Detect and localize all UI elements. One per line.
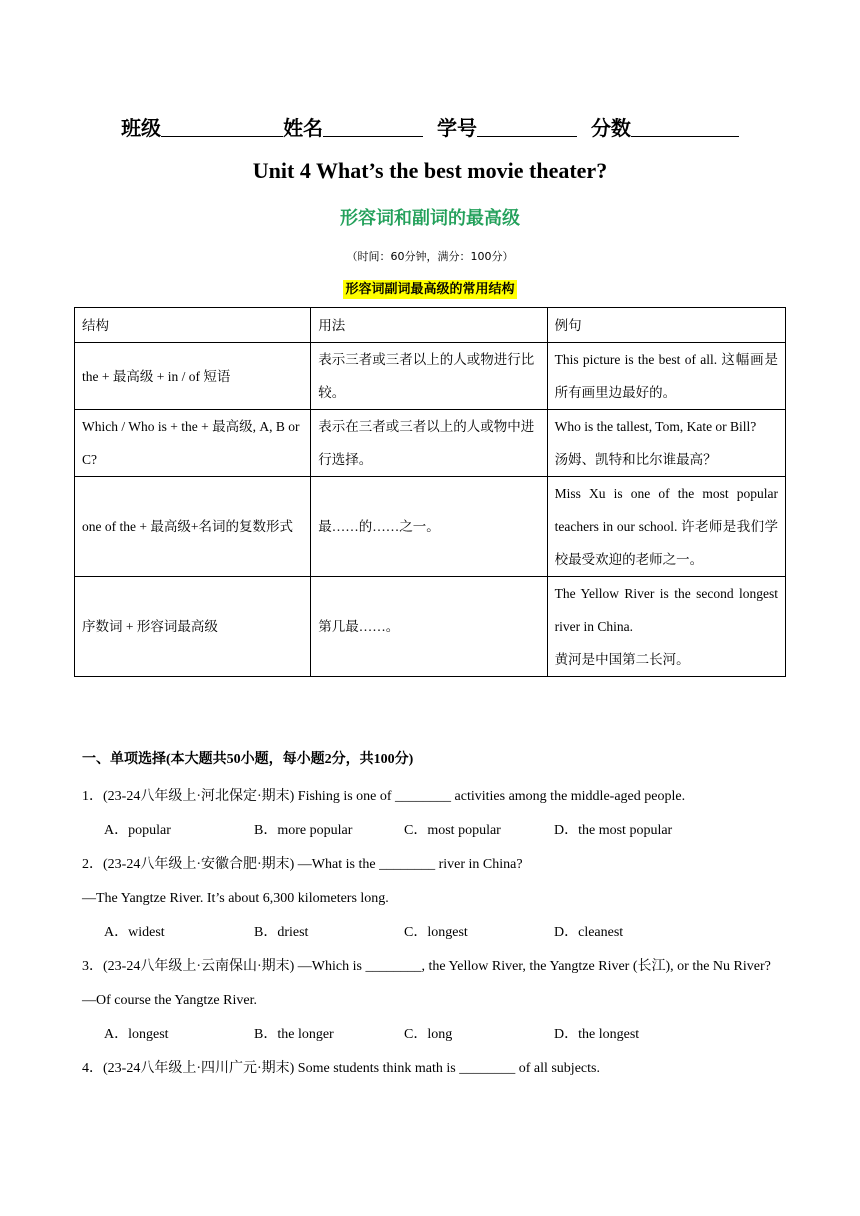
table-cell: 序数词 + 形容词最高级 bbox=[75, 577, 311, 677]
option-d: D．the longest bbox=[554, 1027, 640, 1042]
table-row bbox=[75, 477, 786, 577]
table-cell: 最……的……之一。 bbox=[311, 477, 547, 577]
section-title: 一、单项选择(本大题共50小题，每小题2分，共100分) bbox=[82, 752, 414, 767]
number-blank bbox=[477, 116, 577, 137]
question-stem: 1．(23-24八年级上·河北保定·期末) Fishing is one of ________ activities among the middle-aged people. bbox=[82, 789, 686, 804]
table-header-row bbox=[75, 308, 786, 343]
grammar-table bbox=[74, 307, 786, 677]
question-dialogue: —The Yangtze River. It’s about 6,300 kilometers long. bbox=[82, 891, 389, 906]
name-blank bbox=[323, 116, 423, 137]
table-cell: 第几最……。 bbox=[311, 577, 547, 677]
table-cell: The Yellow River is the second longest river in China. 黄河是中国第二长河。 bbox=[547, 577, 785, 677]
highlight-heading-wrap bbox=[0, 278, 860, 298]
option-d: D．the most popular bbox=[554, 823, 673, 838]
question-stem: 3．(23-24八年级上·云南保山·期末) —Which is ________, the Yellow River, the Yangtze River (长江), or the Nu River? bbox=[82, 959, 771, 974]
question-options bbox=[82, 814, 782, 848]
option-c: C．long bbox=[404, 1027, 453, 1042]
option-a: A．longest bbox=[104, 1027, 169, 1042]
table-header-cell: 例句 bbox=[547, 308, 785, 343]
table-cell: Which / Who is + the + 最高级, A, B or C? bbox=[75, 410, 311, 477]
question-options bbox=[82, 916, 782, 950]
page-subtitle: 形容词和副词的最高级 bbox=[340, 208, 520, 229]
table-cell: Miss Xu is one of the most popular teachers in our school. 许老师是我们学校最受欢迎的老师之一。 bbox=[547, 477, 785, 577]
question-dialogue: —Of course the Yangtze River. bbox=[82, 993, 257, 1008]
option-a: A．widest bbox=[104, 925, 165, 940]
question-stem: 2．(23-24八年级上·安徽合肥·期末) —What is the ________ river in China? bbox=[82, 857, 523, 872]
option-b: B．the longer bbox=[254, 1027, 334, 1042]
table-cell: one of the + 最高级+名词的复数形式 bbox=[75, 477, 311, 577]
highlight-heading: 形容词副词最高级的常用结构 bbox=[345, 282, 515, 297]
option-b: B．driest bbox=[254, 925, 309, 940]
table-cell: the + 最高级 + in / of 短语 bbox=[75, 343, 311, 410]
option-a: A．popular bbox=[104, 823, 171, 838]
option-d: D．cleanest bbox=[554, 925, 624, 940]
class-label: 班级 bbox=[121, 116, 162, 140]
questions-section bbox=[82, 750, 782, 1086]
score-blank bbox=[631, 116, 739, 137]
table-row bbox=[75, 410, 786, 477]
time-note: （时间：60分钟，满分：100分） bbox=[346, 250, 514, 263]
table-row bbox=[75, 577, 786, 677]
table-row bbox=[75, 343, 786, 410]
score-label: 分数 bbox=[590, 116, 631, 140]
option-c: C．longest bbox=[404, 925, 468, 940]
table-cell: 表示在三者或三者以上的人或物中进行选择。 bbox=[311, 410, 547, 477]
question-options bbox=[82, 1018, 782, 1052]
table-header-cell: 用法 bbox=[311, 308, 547, 343]
class-blank bbox=[161, 116, 283, 137]
page-title: Unit 4 What’s the best movie theater? bbox=[252, 158, 608, 183]
table-header-cell: 结构 bbox=[75, 308, 311, 343]
option-b: B．more popular bbox=[254, 823, 353, 838]
number-label: 学号 bbox=[437, 116, 477, 140]
table-cell: Who is the tallest, Tom, Kate or Bill? 汤姆、凯特和比尔谁最高？ bbox=[547, 410, 785, 477]
table-cell: This picture is the best of all. 这幅画是所有画里边最好的。 bbox=[547, 343, 785, 410]
table-cell: 表示三者或三者以上的人或物进行比较。 bbox=[311, 343, 547, 410]
student-info-header bbox=[0, 112, 860, 141]
question-stem: 4．(23-24八年级上·四川广元·期末) Some students think math is ________ of all subjects. bbox=[82, 1061, 600, 1076]
name-label: 姓名 bbox=[283, 116, 324, 140]
option-c: C．most popular bbox=[404, 823, 501, 838]
